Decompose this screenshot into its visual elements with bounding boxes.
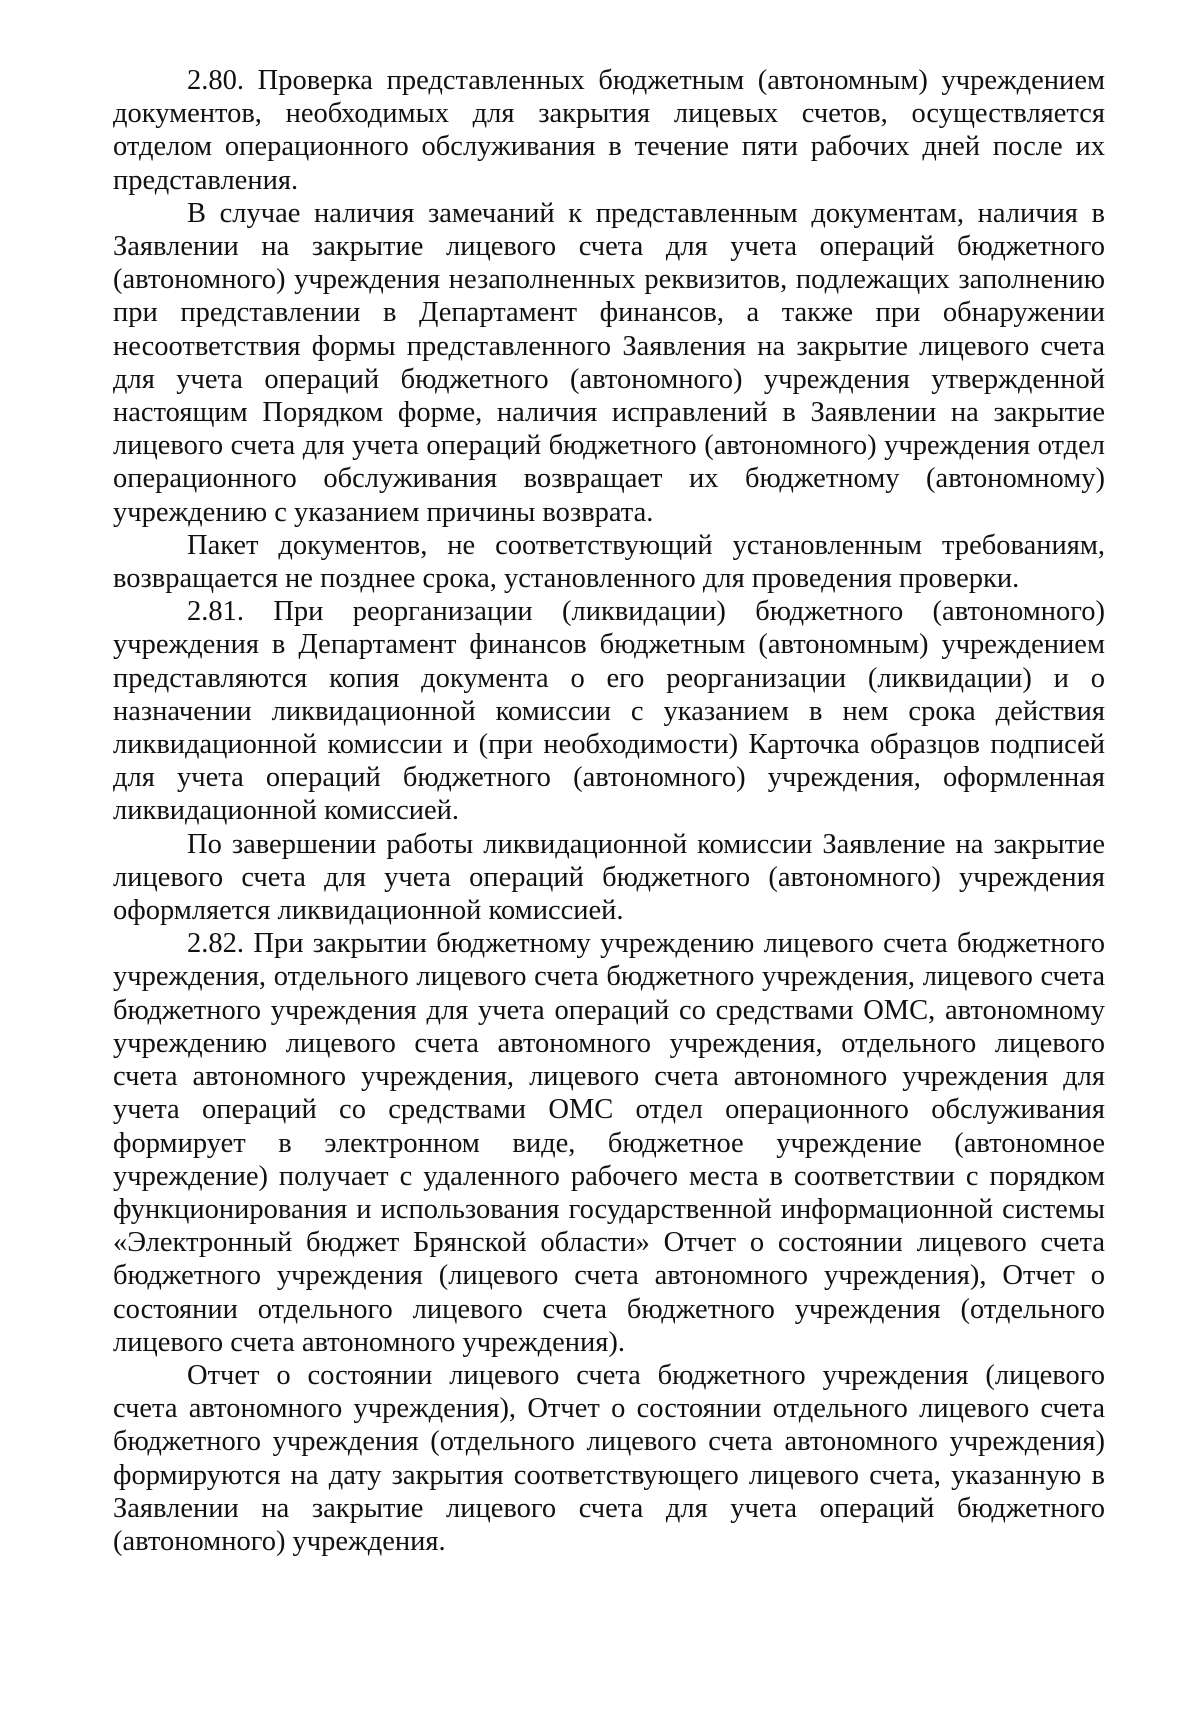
paragraph-2-80: 2.80. Проверка представленных бюджетным (автономным) учреждением документов, необходимых для закрытия лицевых счетов, осуществляется отделом операционного обслуживания в течение пяти рабочих дней после их представления. bbox=[113, 65, 1105, 196]
paragraph-remarks: В случае наличия замечаний к представленным документам, наличия в Заявлении на закрытие лицевого счета для учета операций бюджетного (автономного) учреждения незаполненных реквизитов, подлежащих заполнению при представлении в Департамент финансов, а также при обнаружении несоответствия формы представленного Заявления на закрытие лицевого счета для учета операций бюджетного (автономного) учреждения утвержденной настоящим Порядком форме, наличия исправлений в Заявлении на закрытие лицевого счета для учета операций бюджетного (автономного) учреждения отдел операционного обслуживания возвращает их бюджетному (автономному) учреждению с указанием причины возврата. bbox=[113, 197, 1105, 528]
paragraph-reports-date: Отчет о состоянии лицевого счета бюджетного учреждения (лицевого счета автономного учреждения), Отчет о состоянии отдельного лицевого счета бюджетного учреждения (отдельного лицевого счета автономного учреждения) формируются на дату закрытия соответствующего лицевого счета, указанную в Заявлении на закрытие лицевого счета для учета операций бюджетного (автономного) учреждения. bbox=[113, 1359, 1105, 1557]
paragraph-2-81: 2.81. При реорганизации (ликвидации) бюджетного (автономного) учреждения в Департамент финансов бюджетным (автономным) учреждением представляются копия документа о его реорганизации (ликвидации) и о назначении ликвидационной комиссии с указанием в нем срока действия ликвидационной комиссии и (при необходимости) Карточка образцов подписей для учета операций бюджетного (автономного) учреждения, оформленная ликвидационной комиссией. bbox=[113, 596, 1105, 827]
document-page bbox=[113, 64, 1105, 1558]
paragraph-package-return: Пакет документов, не соответствующий установленным требованиям, возвращается не позднее срока, установленного для проведения проверки. bbox=[113, 529, 1105, 595]
paragraph-liquidation-completion: По завершении работы ликвидационной комиссии Заявление на закрытие лицевого счета для учета операций бюджетного (автономного) учреждения оформляется ликвидационной комиссией. bbox=[113, 828, 1105, 927]
paragraph-2-82: 2.82. При закрытии бюджетному учреждению лицевого счета бюджетного учреждения, отдельного лицевого счета бюджетного учреждения, лицевого счета бюджетного учреждения для учета операций со средствами ОМС, автономному учреждению лицевого счета автономного учреждения, отдельного лицевого счета автономного учреждения, лицевого счета автономного учреждения для учета операций со средствами ОМС отдел операционного обслуживания формирует в электронном виде, бюджетное учреждение (автономное учреждение) получает с удаленного рабочего места в соответствии с порядком функционирования и использования государственной информационной системы «Электронный бюджет Брянской области» Отчет о состоянии лицевого счета бюджетного учреждения (лицевого счета автономного учреждения), Отчет о состоянии отдельного лицевого счета бюджетного учреждения (отдельного лицевого счета автономного учреждения). bbox=[113, 928, 1105, 1358]
